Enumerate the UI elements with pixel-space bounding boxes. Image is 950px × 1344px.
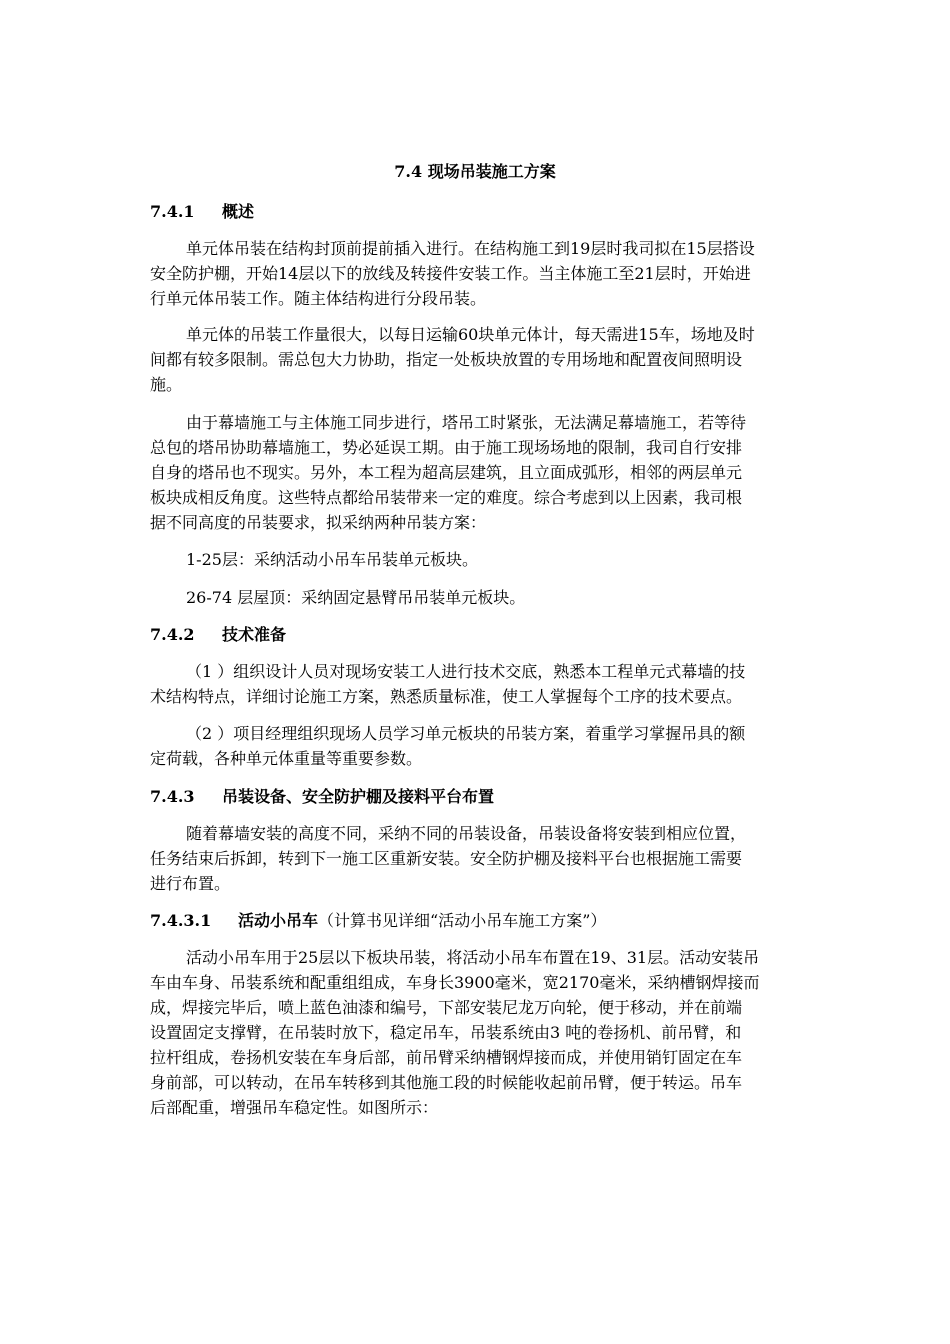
paragraph-line: 车由车身、吊装系统和配重组组成，车身长3900毫米，宽2170毫米，采纳槽钢焊接而 bbox=[150, 973, 760, 992]
paragraph-line: 板块成相反角度。这些特点都给吊装带来一定的难度。综合考虑到以上因素，我司根 bbox=[150, 488, 743, 507]
paragraph-line: 单元体吊装在结构封顶前提前插入进行。在结构施工到19层时我司拟在15层搭设 bbox=[186, 239, 755, 258]
paragraph-line: 随着幕墙安装的高度不同，采纳不同的吊装设备，吊装设备将安装到相应位置， bbox=[186, 824, 747, 843]
paragraph-line: 设置固定支撑臂，在吊装时放下，稳定吊车，吊装系统由3 吨的卷扬机、前吊臂，和 bbox=[150, 1023, 742, 1042]
paragraph-line: 活动小吊车用于25层以下板块吊装，将活动小吊车布置在19、31层。活动安装吊 bbox=[186, 948, 760, 967]
paragraph-line: 自身的塔吊也不现实。另外，本工程为超高层建筑，且立面成弧形，相邻的两层单元 bbox=[150, 463, 743, 482]
paragraph-line: 身前部，可以转动，在吊车转移到其他施工段的时候能收起前吊臂，便于转运。吊车 bbox=[150, 1073, 743, 1092]
heading-title: 技术准备 bbox=[222, 625, 287, 644]
paragraph-line: 施。 bbox=[150, 375, 183, 394]
paragraph-line: 定荷载，各种单元体重量等重要参数。 bbox=[150, 749, 423, 768]
heading-note: （计算书见详细“活动小吊车施工方案”） bbox=[318, 911, 607, 930]
paragraph-line: 总包的塔吊协助幕墙施工，势必延误工期。由于施工现场场地的限制，我司自行安排 bbox=[150, 438, 743, 457]
paragraph-line: 1-25层：采纳活动小吊车吊装单元板块。 bbox=[186, 550, 478, 569]
paragraph-line: 后部配重，增强吊车稳定性。如图所示： bbox=[150, 1098, 439, 1117]
heading-7-4-2 bbox=[150, 623, 286, 647]
paragraph-line: 成，焊接完毕后，喷上蓝色油漆和编号，下部安装尼龙万向轮，便于移动，并在前端 bbox=[150, 998, 743, 1017]
heading-title: 概述 bbox=[222, 202, 255, 221]
heading-title: 吊装设备、安全防护棚及接料平台布置 bbox=[222, 787, 495, 806]
heading-7-4-1 bbox=[150, 200, 254, 224]
heading-7-4-3-1 bbox=[150, 909, 606, 933]
paragraph-line: 拉杆组成，卷扬机安装在车身后部，前吊臂采纳槽钢焊接而成，并使用销钉固定在车 bbox=[150, 1048, 743, 1067]
paragraph-line: 行单元体吊装工作。随主体结构进行分段吊装。 bbox=[150, 289, 487, 308]
paragraph-line: 安全防护棚，开始14层以下的放线及转接件安装工作。当主体施工至21层时，开始进 bbox=[150, 264, 751, 283]
paragraph-line: 进行布置。 bbox=[150, 874, 231, 893]
paragraph-line: 任务结束后拆卸，转到下一施工区重新安装。安全防护棚及接料平台也根据施工需要 bbox=[150, 849, 743, 868]
heading-number: 7.4.3.1 bbox=[150, 911, 212, 930]
paragraph-line: 间都有较多限制。需总包大力协助，指定一处板块放置的专用场地和配置夜间照明设 bbox=[150, 350, 743, 369]
section-title: 7.4 现场吊装施工方案 bbox=[394, 162, 556, 181]
paragraph-line: 26-74 层屋顶：采纳固定悬臂吊吊装单元板块。 bbox=[186, 588, 526, 607]
heading-title: 活动小吊车 bbox=[238, 911, 319, 930]
paragraph-line: 术结构特点，详细讨论施工方案，熟悉质量标准，使工人掌握每个工序的技术要点。 bbox=[150, 687, 743, 706]
paragraph-line: （2 ）项目经理组织现场人员学习单元板块的吊装方案，着重学习掌握吊具的额 bbox=[186, 724, 746, 743]
heading-number: 7.4.2 bbox=[150, 625, 195, 644]
heading-number: 7.4.3 bbox=[150, 787, 195, 806]
heading-number: 7.4.1 bbox=[150, 202, 195, 221]
heading-7-4-3 bbox=[150, 785, 494, 809]
paragraph-line: 由于幕墙施工与主体施工同步进行，塔吊工时紧张，无法满足幕墙施工，若等待 bbox=[186, 413, 747, 432]
paragraph-line: （1 ）组织设计人员对现场安装工人进行技术交底，熟悉本工程单元式幕墙的技 bbox=[186, 662, 746, 681]
paragraph-line: 单元体的吊装工作量很大，以每日运输60块单元体计，每天需进15车，场地及时 bbox=[186, 325, 755, 344]
paragraph-line: 据不同高度的吊装要求，拟采纳两种吊装方案： bbox=[150, 513, 487, 532]
